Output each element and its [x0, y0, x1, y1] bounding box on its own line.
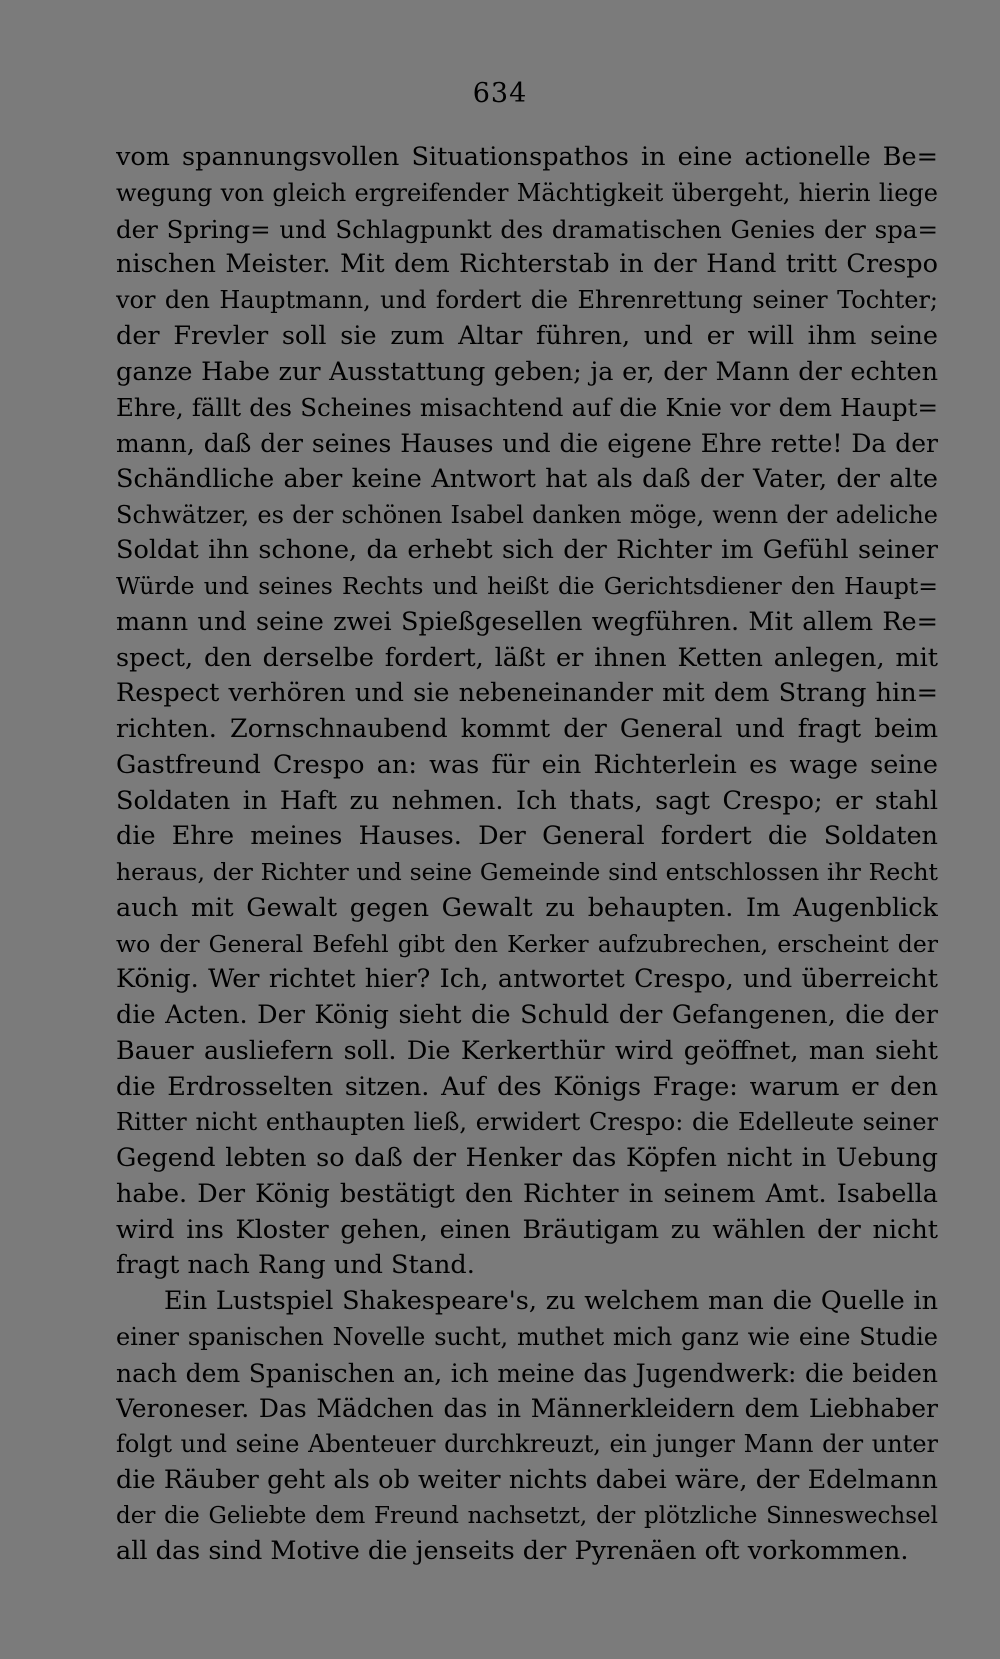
text-line: nach dem Spanischen an, ich meine das Jugendwerk: die beiden	[116, 1358, 938, 1388]
text-line: einer spanischen Novelle sucht, muthet mich ganz wie eine Studie	[116, 1322, 938, 1351]
text-line: die Erdrosselten sitzen. Auf des Königs Frage: warum er den	[116, 1071, 938, 1102]
text-line: Schändliche aber keine Antwort hat als daß der Vater, der alte	[116, 463, 938, 494]
text-line: spect, den derselbe fordert, läßt er ihnen Ketten anlegen, mit	[116, 642, 938, 673]
text-line: vom spannungsvollen Situationspathos in eine actionelle Be=	[116, 142, 938, 172]
text-line: wird ins Kloster gehen, einen Bräutigam zu wählen der nicht	[116, 1214, 938, 1245]
text-line: wo der General Befehl gibt den Kerker aufzubrechen, erscheint der	[116, 929, 938, 958]
text-line: die Ehre meines Hauses. Der General fordert die Soldaten	[116, 821, 938, 852]
text-line: mann, daß der seines Hauses und die eigene Ehre rette! Da der	[116, 429, 938, 458]
text-line: Veroneser. Das Mädchen das in Männerkleidern dem Liebhaber	[116, 1394, 938, 1424]
text-line: habe. Der König bestätigt den Richter in seinem Amt. Isabella	[116, 1178, 938, 1209]
page-number: 634	[472, 78, 528, 109]
text-line: Respect verhören und sie nebeneinander mit dem Strang hin=	[116, 678, 938, 709]
text-line: die Räuber geht als ob weiter nichts dabei wäre, der Edelmann	[116, 1464, 938, 1495]
text-line: König. Wer richtet hier? Ich, antwortet Crespo, und überreicht	[116, 964, 938, 995]
text-line: der Spring= und Schlagpunkt des dramatischen Genies der spa=	[116, 214, 938, 244]
text-line: Gastfreund Crespo an: was für ein Richterlein es wage seine	[116, 749, 938, 780]
text-line: vor den Hauptmann, und fordert die Ehrenrettung seiner Tochter;	[116, 286, 938, 314]
text-line: Soldaten in Haft zu nehmen. Ich thats, sagt Crespo; er stahl	[116, 785, 938, 816]
body-text	[116, 140, 938, 1570]
text-line: wegung von gleich ergreifender Mächtigkeit übergeht, hierin liege	[116, 178, 938, 207]
text-line: Soldat ihn schone, da erhebt sich der Richter im Gefühl seiner	[116, 535, 938, 566]
text-line: die Acten. Der König sieht die Schuld der Gefangenen, die der	[116, 1000, 938, 1030]
text-line: Bauer ausliefern soll. Die Kerkerthür wird geöffnet, man sieht	[116, 1035, 938, 1066]
text-line: all das sind Motive die jenseits der Pyrenäen oft vorkommen.	[116, 1536, 909, 1567]
text-line: Ein Lustspiel Shakespeare's, zu welchem man die Quelle in	[164, 1286, 938, 1316]
text-line: fragt nach Rang und Stand.	[116, 1250, 475, 1281]
text-line: Gegend lebten so daß der Henker das Köpfen nicht in Uebung	[116, 1143, 938, 1173]
text-line: der die Geliebte dem Freund nachsetzt, der plötzliche Sinneswechsel	[116, 1502, 938, 1529]
text-line: richten. Zornschnaubend kommt der General und fragt beim	[116, 714, 938, 744]
text-line: Ritter nicht enthaupten ließ, erwidert Crespo: die Edelleute seiner	[116, 1108, 938, 1137]
text-line: auch mit Gewalt gegen Gewalt zu behaupten. Im Augenblick	[116, 892, 938, 923]
text-line: heraus, der Richter und seine Gemeinde sind entschlossen ihr Recht	[116, 858, 938, 886]
text-line: mann und seine zwei Spießgesellen wegführen. Mit allem Re=	[116, 606, 938, 637]
text-line: der Frevler soll sie zum Altar führen, und er will ihm seine	[116, 320, 938, 351]
text-line: ganze Habe zur Ausstattung geben; ja er, der Mann der echten	[116, 356, 938, 387]
text-line: nischen Meister. Mit dem Richterstab in der Hand tritt Crespo	[116, 249, 938, 280]
text-line: Würde und seines Rechts und heißt die Gerichtsdiener den Haupt=	[116, 572, 938, 600]
text-line: Ehre, fällt des Scheines misachtend auf die Knie vor dem Haupt=	[116, 393, 938, 423]
text-line: Schwätzer, es der schönen Isabel danken möge, wenn der adeliche	[116, 500, 938, 529]
text-line: folgt und seine Abenteuer durchkreuzt, ein junger Mann der unter	[116, 1430, 938, 1458]
